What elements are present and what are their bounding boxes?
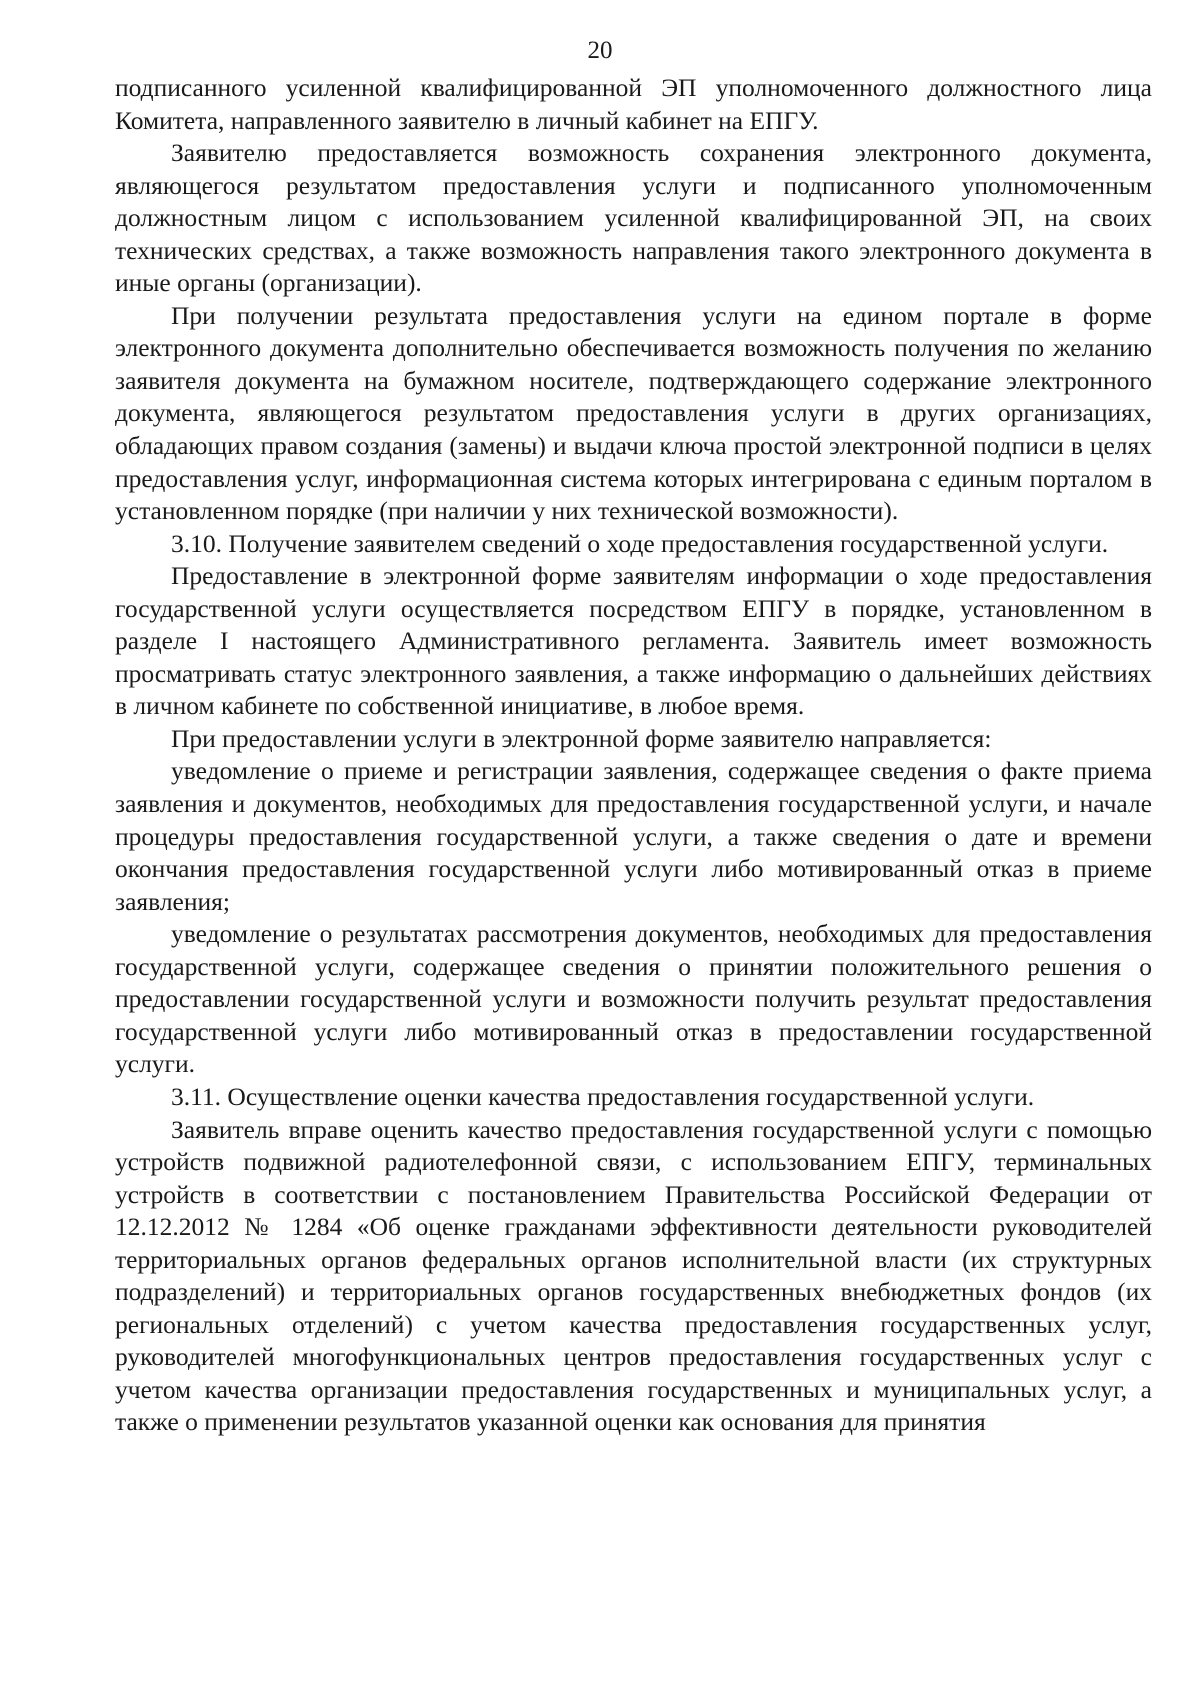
paragraph-notifications-intro: При предоставлении услуги в электронной форме заявителю направляется: bbox=[171, 723, 992, 753]
paragraph-status-info: Предоставление в электронной форме заявителям информации о ходе предоставления государственной услуги осуществляется посредством ЕПГУ в порядке, установленном в разделе I настоящего Административного регламента. Заявитель имеет возможность просматривать статус электронного заявления, а также информацию о дальнейших действиях в личном кабинете по собственной инициативе, в любое время. bbox=[115, 561, 1152, 721]
paragraph-notification-receipt: уведомление о приеме и регистрации заявления, содержащее сведения о факте приема заявления и документов, необходимых для предоставления государственной услуги, и начале процедуры предоставления государственной услуги, а также сведения о дате и времени окончания предоставления государственной услуги либо мотивированный отказ в приеме заявления; bbox=[115, 756, 1152, 916]
section-heading-3-11: 3.11. Осуществление оценки качества предоставления государственной услуги. bbox=[171, 1081, 1035, 1111]
paragraph-continuation: подписанного усиленной квалифицированной ЭП уполномоченного должностного лица Комитета, направленного заявителю в личный кабинет на ЕПГУ. bbox=[115, 73, 1152, 135]
document-body bbox=[115, 72, 1152, 1439]
section-heading-3-10: 3.10. Получение заявителем сведений о ходе предоставления государственной услуги. bbox=[171, 528, 1109, 558]
paragraph-save-document: Заявителю предоставляется возможность сохранения электронного документа, являющегося результатом предоставления услуги и подписанного уполномоченным должностным лицом с использованием усиленной квалифицированной ЭП, на своих технических средствах, а также возможность направления такого электронного документа в иные органы (организации). bbox=[115, 138, 1152, 298]
paragraph-paper-copy: При получении результата предоставления услуги на едином портале в форме электронного документа дополнительно обеспечивается возможность получения по желанию заявителя документа на бумажном носителе, подтверждающего содержание электронного документа, являющегося результатом предоставления услуги в других организациях, обладающих правом создания (замены) и выдачи ключа простой электронной подписи в целях предоставления услуг, информационная система которых интегрирована с единым порталом в установленном порядке (при наличии у них технической возможности). bbox=[115, 300, 1152, 526]
paragraph-notification-result: уведомление о результатах рассмотрения документов, необходимых для предоставления государственной услуги, содержащее сведения о принятии положительного решения о предоставлении государственной услуги и возможности получить результат предоставления государственной услуги либо мотивированный отказ в предоставлении государственной услуги. bbox=[115, 919, 1152, 1079]
page-number: 20 bbox=[587, 37, 613, 64]
paragraph-quality-evaluation: Заявитель вправе оценить качество предоставления государственной услуги с помощью устройств подвижной радиотелефонной связи, с использованием ЕПГУ, терминальных устройств в соответствии с постановлением Правительства Российской Федерации от 12.12.2012 № 1284 «Об оценке гражданами эффективности деятельности руководителей территориальных органов федеральных органов исполнительной власти (их структурных подразделений) и территориальных органов государственных внебюджетных фондов (их региональных отделений) с учетом качества предоставления государственных услуг, руководителей многофункциональных центров предоставления государственных услуг с учетом качества организации предоставления государственных и муниципальных услуг, а также о применении результатов указанной оценки как основания для принятия bbox=[115, 1114, 1152, 1437]
